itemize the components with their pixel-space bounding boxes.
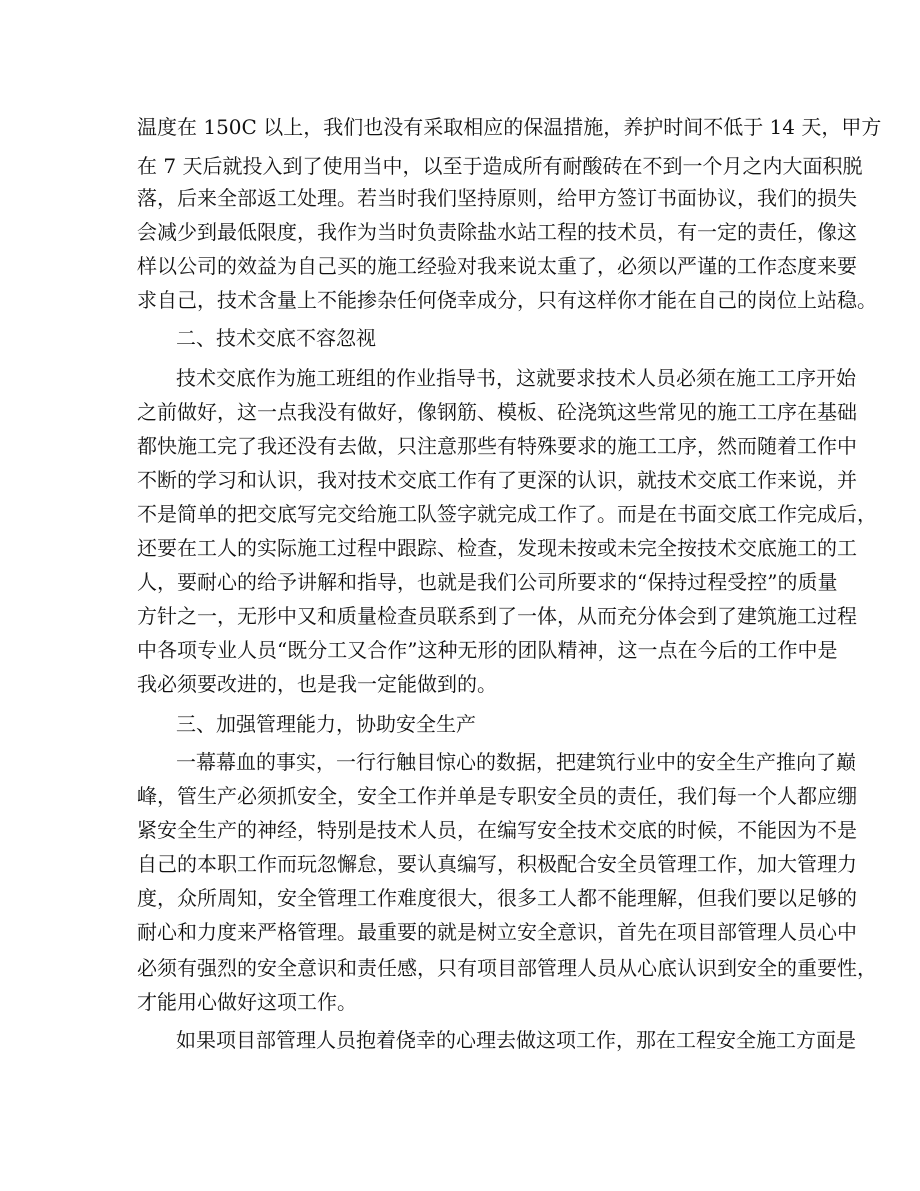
text-line: 我必须要改进的，也是我一定能做到的。 xyxy=(137,672,497,696)
text-line: 中各项专业人员“既分工又合作”这种无形的团队精神，这一点在今后的工作中是 xyxy=(137,638,838,662)
text-line: 不断的学习和认识，我对技术交底工作有了更深的认识，就技术交底工作来说，并 xyxy=(137,468,857,492)
paragraph-first-line: 如果项目部管理人员抱着侥幸的心理去做这项工作，那在工程安全施工方面是 xyxy=(176,1028,856,1052)
paragraph-first-line: 一幕幕血的事实，一行行触目惊心的数据，把建筑行业中的安全生产推向了巅 xyxy=(176,750,856,774)
paragraph-first-line: 技术交底作为施工班组的作业指导书，这就要求技术人员必须在施工工序开始 xyxy=(176,366,856,390)
text-line: 人，要耐心的给予讲解和指导，也就是我们公司所要求的“保持过程受控”的质量 xyxy=(137,570,838,594)
section-heading: 二、技术交底不容忽视 xyxy=(176,326,376,350)
text-line: 温度在 150C 以上，我们也没有采取相应的保温措施，养护时间不低于 14 天，甲方 xyxy=(137,115,882,139)
text-line: 在 7 天后就投入到了使用当中，以至于造成所有耐酸砖在不到一个月之内大面积脱 xyxy=(137,154,863,178)
text-line: 紧安全生产的神经，特别是技术人员，在编写安全技术交底的时候，不能因为不是 xyxy=(137,818,857,842)
text-line: 会减少到最低限度，我作为当时负责除盐水站工程的技术员，有一定的责任，像这 xyxy=(137,220,857,244)
text-line: 还要在工人的实际施工过程中跟踪、检查，发现未按或未完全按技术交底施工的工 xyxy=(137,536,857,560)
text-line: 样以公司的效益为自己买的施工经验对我来说太重了，必须以严谨的工作态度来要 xyxy=(137,254,857,278)
text-line: 峰，管生产必须抓安全，安全工作并单是专职安全员的责任，我们每一个人都应绷 xyxy=(137,784,857,808)
text-line: 方针之一，无形中又和质量检查员联系到了一体，从而充分体会到了建筑施工过程 xyxy=(137,604,857,628)
text-line: 之前做好，这一点我没有做好，像钢筋、模板、砼浇筑这些常见的施工工序在基础 xyxy=(137,400,857,424)
text-line: 必须有强烈的安全意识和责任感，只有项目部管理人员从心底认识到安全的重要性， xyxy=(137,956,877,980)
text-line: 都快施工完了我还没有去做，只注意那些有特殊要求的施工工序，然而随着工作中 xyxy=(137,434,857,458)
text-line: 求自己，技术含量上不能掺杂任何侥幸成分，只有这样你才能在自己的岗位上站稳。 xyxy=(137,288,877,312)
text-line: 落，后来全部返工处理。若当时我们坚持原则，给甲方签订书面协议，我们的损失 xyxy=(137,186,857,210)
text-line: 度，众所周知，安全管理工作难度很大，很多工人都不能理解，但我们要以足够的 xyxy=(137,886,857,910)
section-heading: 三、加强管理能力，协助安全生产 xyxy=(176,712,476,736)
text-line: 不是简单的把交底写完交给施工队签字就完成工作了。而是在书面交底工作完成后， xyxy=(137,502,877,526)
text-line: 才能用心做好这项工作。 xyxy=(137,990,357,1014)
text-line: 自己的本职工作而玩忽懈怠，要认真编写，积极配合安全员管理工作，加大管理力 xyxy=(137,852,857,876)
text-line: 耐心和力度来严格管理。最重要的就是树立安全意识，首先在项目部管理人员心中 xyxy=(137,920,857,944)
